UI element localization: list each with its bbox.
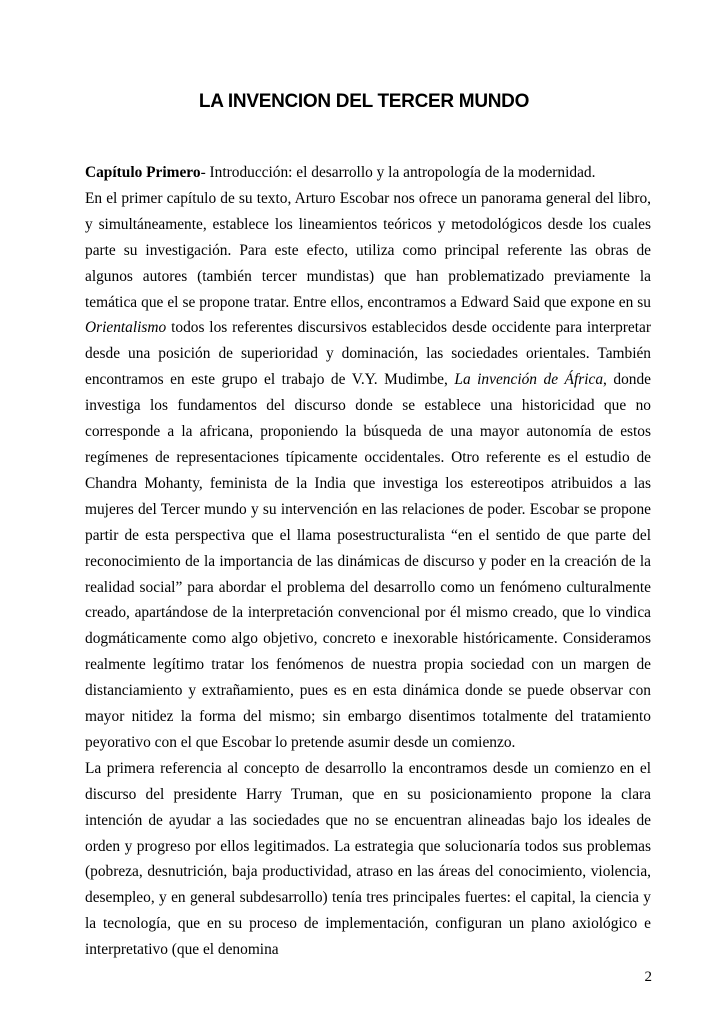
paragraph-1-part-1: En el primer capítulo de su texto, Arturo Escobar nos ofrece un panorama general del libro, y simultáneamente, establece los lineamientos teóricos y metodológicos desde los cuales parte su investigación. Para este efecto, utiliza como principal referente las obras de algunos autores (también tercer mundistas) que han problematizado previamente la temática que el se propone tratar. Entre ellos, encontramos a Edward Said que expone en su bbox=[85, 189, 651, 311]
page-title: LA INVENCION DEL TERCER MUNDO bbox=[198, 91, 530, 112]
chapter-subtitle: - Introducción: el desarrollo y la antropología de la modernidad. bbox=[200, 164, 596, 181]
paragraph-1-part-3: , donde investiga los fundamentos del discurso donde se establece una historicidad que no corresponde a la africana, proponiendo la búsqueda de una mayor autonomía de estos regímenes de representaciones típicamente occidentales. Otro referente es el estudio de Chandra Mohanty, feminista de la India que investiga los estereotipos atribuidos a las mujeres del Tercer mundo y su intervención en las relaciones de poder. Escobar se propone partir de esta perspectiva que el llama posestructuralista “en el sentido de que parte del reconocimiento de la importancia de las dinámicas de discurso y poder en la creación de la realidad social” para abordar el problema del desarrollo como un fenómeno culturalmente creado, apartándose de la interpretación convencional por él mismo creado, que lo vindica dogmáticamente como algo objetivo, concreto e inexorable históricamente. Consideramos realmente legítimo tratar los fenómenos de nuestra propia sociedad con un margen de distanciamiento y extrañamiento, pues es en esta dinámica donde se puede observar con mayor nitidez la forma del mismo; sin embargo disentimos totalmente del tratamiento peyorativo con el que Escobar lo pretende asumir desde un comienzo. bbox=[85, 371, 651, 751]
chapter-label: Capítulo Primero bbox=[85, 164, 201, 181]
paragraph-1 bbox=[85, 186, 651, 756]
paragraph-2: La primera referencia al concepto de desarrollo la encontramos desde un comienzo en el discurso del presidente Harry Truman, que en su posicionamiento propone la clara intención de ayudar a las sociedades que no se encuentran alineadas bajo los ideales de orden y progreso por ellos legitimados. La estrategia que solucionaría todos sus problemas (pobreza, desnutrición, baja productividad, atraso en las áreas del conocimiento, violencia, desempleo, y en general subdesarrollo) tenía tres principales fuertes: el capital, la ciencia y la tecnología, que en su proceso de implementación, configuran un plano axiológico e interpretativo (que el denomina bbox=[85, 759, 651, 959]
chapter-heading bbox=[85, 160, 651, 186]
book-title-orientalismo: Orientalismo bbox=[85, 319, 167, 337]
body-text bbox=[85, 160, 651, 963]
page-number: 2 bbox=[644, 969, 652, 985]
paragraph-1-part-2: todos los referentes discursivos establecidos desde occidente para interpretar desde una posición de superioridad y dominación, las sociedades orientales. También encontramos en este grupo el trabajo de V.Y. Mudimbe, bbox=[85, 319, 651, 389]
book-title-invencion-africa: La invención de África bbox=[454, 371, 604, 389]
